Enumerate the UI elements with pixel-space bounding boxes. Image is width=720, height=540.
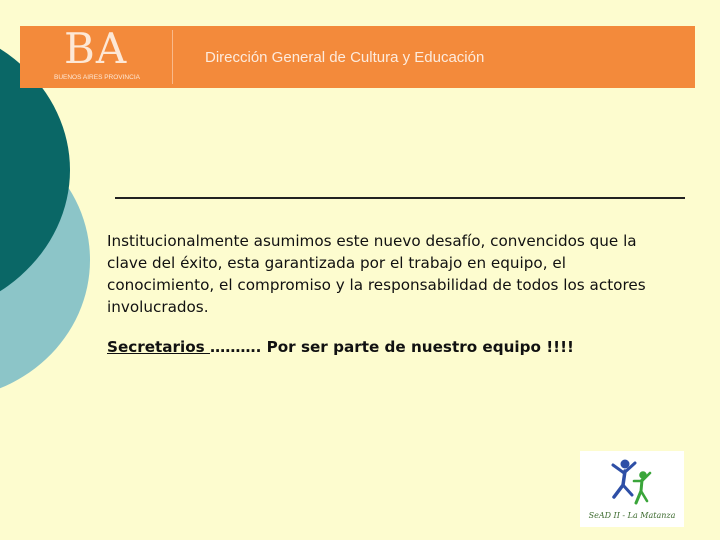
header-divider (172, 30, 173, 84)
header-banner (20, 26, 695, 88)
ba-logo (20, 26, 170, 88)
secretarios-line (107, 338, 574, 356)
header-title: Dirección General de Cultura y Educación (205, 49, 485, 66)
sead-logo (580, 451, 684, 527)
ba-logo-subtitle: BUENOS AIRES PROVINCIA (54, 74, 140, 81)
two-people-figures-icon (580, 451, 684, 511)
secretarios-label: Secretarios (107, 338, 210, 356)
body-paragraph: Institucionalmente asumimos este nuevo desafío, convencidos que la clave del éxito, esta garantizada por el trabajo en equipo, el conocimiento, el compromiso y la responsabilidad de todos los actores involucrados. (107, 232, 646, 316)
horizontal-rule (115, 197, 685, 199)
ba-logo-letters: BA (64, 24, 128, 73)
sead-logo-caption: SeAD II - La Matanza (588, 511, 676, 520)
secretarios-message: ………. Por ser parte de nuestro equipo !!!! (210, 338, 574, 356)
